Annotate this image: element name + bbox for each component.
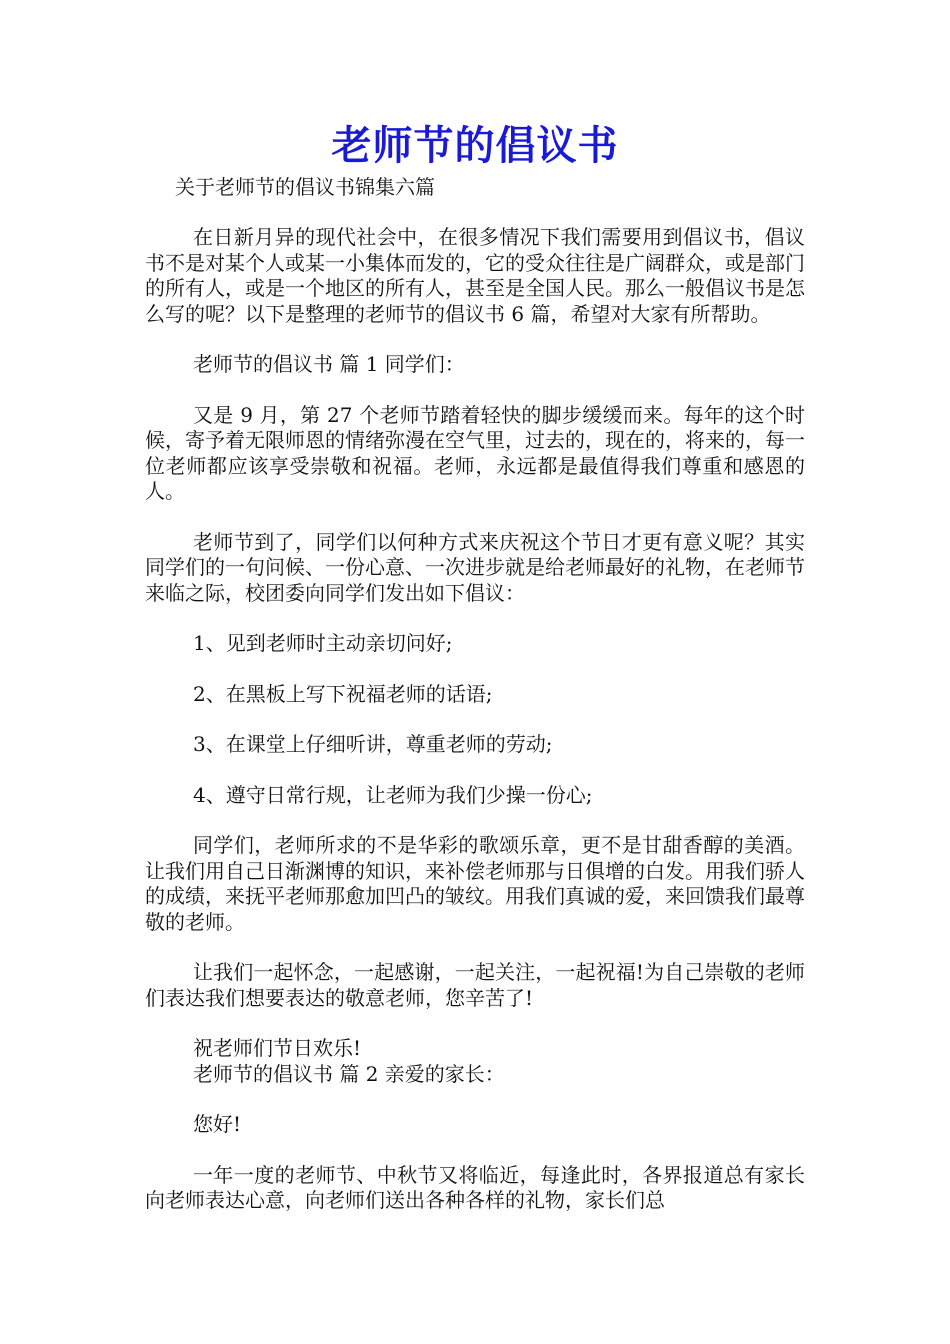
paragraph: 同学们，老师所求的不是华彩的歌颂乐章，更不是甘甜香醇的美酒。让我们用自己日渐渊博的知识，来补偿老师那与日俱增的白发。用我们骄人的成绩，来抚平老师那愈加凹凸的皱纹。用我们真诚的爱，来回馈我们最尊敬的老师。 bbox=[145, 833, 805, 934]
closing-line: 祝老师们节日欢乐! bbox=[193, 1036, 362, 1060]
paragraph: 又是 9 月，第 27 个老师节踏着轻快的脚步缓缓而来。每年的这个时候，寄予着无限师恩的情绪弥漫在空气里，过去的，现在的，将来的，每一位老师都应该享受崇敬和祝福。老师，永远都是最值得我们尊重和感恩的人。 bbox=[145, 402, 805, 503]
greeting: 您好! bbox=[193, 1112, 242, 1136]
list-item: 3、在课堂上仔细听讲，尊重老师的劳动; bbox=[193, 732, 553, 756]
paragraph: 一年一度的老师节、中秋节又将临近，每逢此时，各界报道总有家长向老师表达心意，向老师们送出各种各样的礼物，家长们总 bbox=[145, 1162, 805, 1212]
paragraph: 老师节到了，同学们以何种方式来庆祝这个节日才更有意义呢？其实同学们的一句问候、一份心意、一次进步就是给老师最好的礼物，在老师节来临之际，校团委向同学们发出如下倡议： bbox=[145, 529, 805, 605]
section-2-heading: 老师节的倡议书 篇 2 亲爱的家长： bbox=[193, 1061, 505, 1086]
intro-paragraph: 在日新月异的现代社会中，在很多情况下我们需要用到倡议书，倡议书不是对某个人或某一小集体而发的，它的受众往往是广阔群众，或是部门的所有人，或是一个地区的所有人，甚至是全国人民。那么一般倡议书是怎么写的呢？以下是整理的老师节的倡议书 6 篇，希望对大家有所帮助。 bbox=[145, 225, 805, 326]
list-item: 4、遵守日常行规，让老师为我们少操一份心; bbox=[193, 782, 593, 807]
list-item: 1、见到老师时主动亲切问好; bbox=[193, 631, 453, 655]
document-subtitle: 关于老师节的倡议书锦集六篇 bbox=[175, 175, 435, 199]
list-item: 2、在黑板上写下祝福老师的话语; bbox=[193, 681, 493, 706]
document-title: 老师节的倡议书 bbox=[331, 122, 619, 169]
paragraph: 让我们一起怀念，一起感谢，一起关注，一起祝福!为自己崇敬的老师们表达我们想要表达的敬意老师，您辛苦了! bbox=[145, 960, 805, 1010]
document-page bbox=[145, 120, 805, 1214]
section-1-heading: 老师节的倡议书 篇 1 同学们： bbox=[193, 352, 465, 376]
